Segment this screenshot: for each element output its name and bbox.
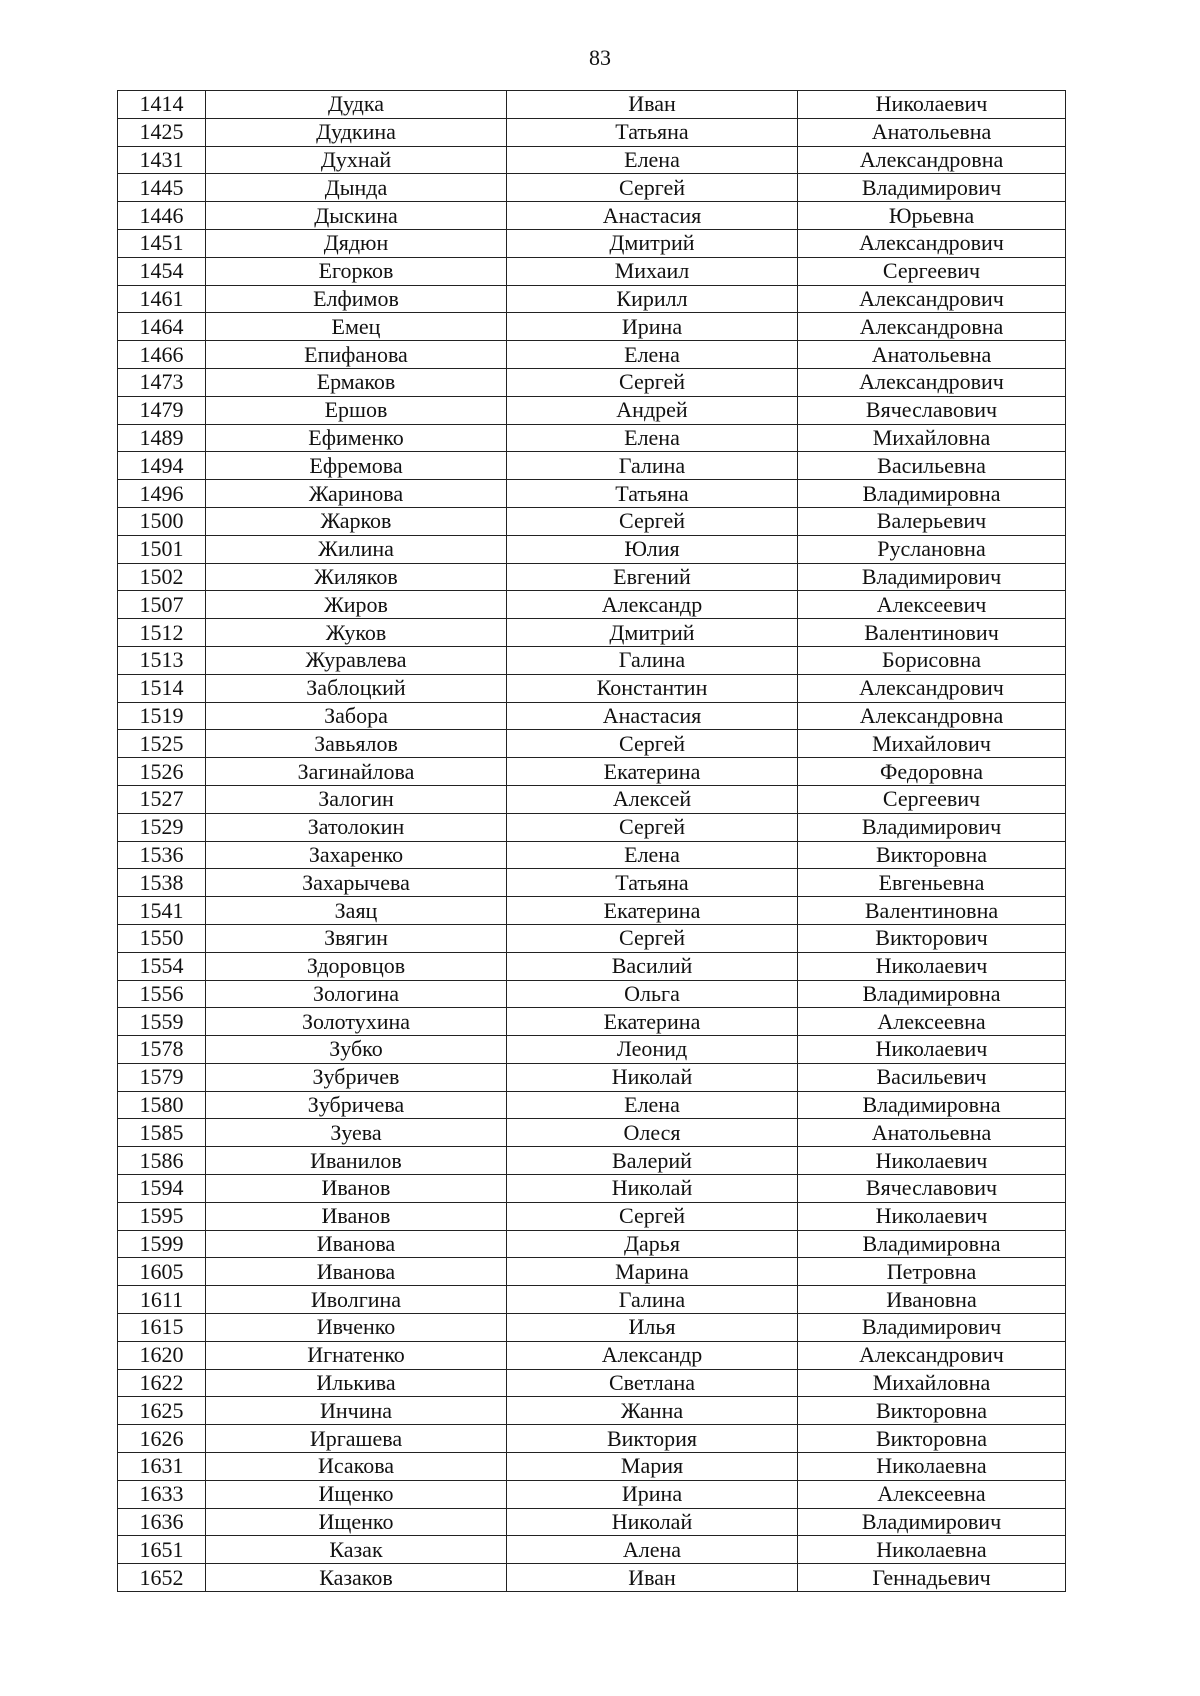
cell-patronymic: Николаевич xyxy=(798,1147,1066,1175)
cell-patronymic: Валентинович xyxy=(798,619,1066,647)
table-row xyxy=(118,1508,1066,1536)
cell-number: 1631 xyxy=(118,1453,206,1481)
cell-number: 1559 xyxy=(118,1008,206,1036)
cell-first-name: Леонид xyxy=(507,1036,798,1064)
cell-first-name: Николай xyxy=(507,1508,798,1536)
cell-patronymic: Геннадьевич xyxy=(798,1564,1066,1592)
cell-surname: Дудкина xyxy=(206,118,507,146)
table-row xyxy=(118,424,1066,452)
cell-patronymic: Анатольевна xyxy=(798,1119,1066,1147)
cell-patronymic: Руслановна xyxy=(798,535,1066,563)
table-row xyxy=(118,980,1066,1008)
cell-number: 1500 xyxy=(118,507,206,535)
cell-number: 1414 xyxy=(118,91,206,119)
cell-number: 1599 xyxy=(118,1230,206,1258)
cell-patronymic: Сергеевич xyxy=(798,785,1066,813)
cell-patronymic: Валерьевич xyxy=(798,507,1066,535)
cell-number: 1507 xyxy=(118,591,206,619)
cell-number: 1529 xyxy=(118,813,206,841)
roster-body xyxy=(118,91,1066,1592)
cell-number: 1461 xyxy=(118,285,206,313)
table-row xyxy=(118,1314,1066,1342)
cell-number: 1513 xyxy=(118,646,206,674)
cell-patronymic: Александрович xyxy=(798,368,1066,396)
table-row xyxy=(118,146,1066,174)
cell-first-name: Екатерина xyxy=(507,897,798,925)
table-row xyxy=(118,1397,1066,1425)
table-row xyxy=(118,758,1066,786)
table-row xyxy=(118,1286,1066,1314)
cell-patronymic: Анатольевна xyxy=(798,341,1066,369)
cell-patronymic: Николаевна xyxy=(798,1453,1066,1481)
cell-first-name: Иван xyxy=(507,91,798,119)
cell-first-name: Иван xyxy=(507,1564,798,1592)
cell-surname: Ермаков xyxy=(206,368,507,396)
cell-patronymic: Владимировна xyxy=(798,1230,1066,1258)
cell-patronymic: Алексеевна xyxy=(798,1008,1066,1036)
cell-surname: Ефремова xyxy=(206,452,507,480)
cell-surname: Епифанова xyxy=(206,341,507,369)
cell-first-name: Галина xyxy=(507,646,798,674)
cell-surname: Жарков xyxy=(206,507,507,535)
cell-patronymic: Вячеславович xyxy=(798,1175,1066,1203)
cell-first-name: Алена xyxy=(507,1536,798,1564)
cell-surname: Жаринова xyxy=(206,480,507,508)
cell-first-name: Дмитрий xyxy=(507,229,798,257)
cell-surname: Егорков xyxy=(206,257,507,285)
cell-surname: Емец xyxy=(206,313,507,341)
cell-number: 1550 xyxy=(118,924,206,952)
cell-number: 1526 xyxy=(118,758,206,786)
cell-number: 1611 xyxy=(118,1286,206,1314)
cell-first-name: Сергей xyxy=(507,174,798,202)
cell-surname: Казаков xyxy=(206,1564,507,1592)
cell-surname: Ершов xyxy=(206,396,507,424)
cell-surname: Золотухина xyxy=(206,1008,507,1036)
cell-surname: Завьялов xyxy=(206,730,507,758)
table-row xyxy=(118,1536,1066,1564)
cell-number: 1489 xyxy=(118,424,206,452)
cell-number: 1626 xyxy=(118,1425,206,1453)
cell-first-name: Андрей xyxy=(507,396,798,424)
cell-number: 1464 xyxy=(118,313,206,341)
cell-first-name: Олеся xyxy=(507,1119,798,1147)
cell-patronymic: Ивановна xyxy=(798,1286,1066,1314)
cell-surname: Заблоцкий xyxy=(206,674,507,702)
cell-first-name: Евгений xyxy=(507,563,798,591)
cell-surname: Иволгина xyxy=(206,1286,507,1314)
cell-surname: Ивченко xyxy=(206,1314,507,1342)
cell-first-name: Валерий xyxy=(507,1147,798,1175)
cell-first-name: Дарья xyxy=(507,1230,798,1258)
cell-number: 1479 xyxy=(118,396,206,424)
cell-number: 1541 xyxy=(118,897,206,925)
cell-number: 1651 xyxy=(118,1536,206,1564)
cell-first-name: Сергей xyxy=(507,730,798,758)
table-row xyxy=(118,118,1066,146)
table-row xyxy=(118,507,1066,535)
cell-number: 1579 xyxy=(118,1063,206,1091)
table-row xyxy=(118,1341,1066,1369)
cell-first-name: Галина xyxy=(507,1286,798,1314)
cell-patronymic: Борисовна xyxy=(798,646,1066,674)
cell-surname: Дыскина xyxy=(206,202,507,230)
cell-first-name: Сергей xyxy=(507,368,798,396)
table-row xyxy=(118,1369,1066,1397)
cell-surname: Жилина xyxy=(206,535,507,563)
table-row xyxy=(118,535,1066,563)
cell-patronymic: Алексеевич xyxy=(798,591,1066,619)
cell-first-name: Елена xyxy=(507,341,798,369)
cell-number: 1451 xyxy=(118,229,206,257)
table-row xyxy=(118,202,1066,230)
cell-first-name: Елена xyxy=(507,424,798,452)
cell-number: 1538 xyxy=(118,869,206,897)
cell-first-name: Ольга xyxy=(507,980,798,1008)
cell-first-name: Татьяна xyxy=(507,480,798,508)
table-row xyxy=(118,952,1066,980)
table-row xyxy=(118,785,1066,813)
table-row xyxy=(118,1425,1066,1453)
cell-number: 1466 xyxy=(118,341,206,369)
table-row xyxy=(118,257,1066,285)
cell-first-name: Александр xyxy=(507,591,798,619)
cell-surname: Духнай xyxy=(206,146,507,174)
cell-patronymic: Владимирович xyxy=(798,1314,1066,1342)
cell-surname: Заяц xyxy=(206,897,507,925)
table-row xyxy=(118,1480,1066,1508)
cell-number: 1501 xyxy=(118,535,206,563)
table-row xyxy=(118,897,1066,925)
cell-number: 1586 xyxy=(118,1147,206,1175)
cell-surname: Дудка xyxy=(206,91,507,119)
table-row xyxy=(118,841,1066,869)
cell-first-name: Екатерина xyxy=(507,758,798,786)
cell-number: 1615 xyxy=(118,1314,206,1342)
table-row xyxy=(118,1453,1066,1481)
cell-patronymic: Владимировна xyxy=(798,480,1066,508)
cell-surname: Илькива xyxy=(206,1369,507,1397)
cell-patronymic: Александрович xyxy=(798,674,1066,702)
table-row xyxy=(118,1119,1066,1147)
table-row xyxy=(118,1036,1066,1064)
table-row xyxy=(118,396,1066,424)
cell-surname: Игнатенко xyxy=(206,1341,507,1369)
cell-surname: Дында xyxy=(206,174,507,202)
cell-number: 1494 xyxy=(118,452,206,480)
cell-surname: Иванилов xyxy=(206,1147,507,1175)
cell-surname: Ищенко xyxy=(206,1480,507,1508)
cell-patronymic: Александрович xyxy=(798,285,1066,313)
cell-first-name: Мария xyxy=(507,1453,798,1481)
table-row xyxy=(118,91,1066,119)
cell-surname: Дядюн xyxy=(206,229,507,257)
table-row xyxy=(118,869,1066,897)
cell-surname: Зубричев xyxy=(206,1063,507,1091)
cell-first-name: Жанна xyxy=(507,1397,798,1425)
table-row xyxy=(118,674,1066,702)
table-row xyxy=(118,285,1066,313)
table-row xyxy=(118,1175,1066,1203)
cell-patronymic: Викторовна xyxy=(798,1425,1066,1453)
cell-number: 1636 xyxy=(118,1508,206,1536)
table-row xyxy=(118,174,1066,202)
table-row xyxy=(118,1202,1066,1230)
cell-number: 1554 xyxy=(118,952,206,980)
cell-surname: Зуева xyxy=(206,1119,507,1147)
table-row xyxy=(118,1258,1066,1286)
table-row xyxy=(118,480,1066,508)
cell-patronymic: Вячеславович xyxy=(798,396,1066,424)
cell-number: 1594 xyxy=(118,1175,206,1203)
cell-first-name: Елена xyxy=(507,1091,798,1119)
cell-first-name: Ирина xyxy=(507,313,798,341)
table-row xyxy=(118,1008,1066,1036)
table-row xyxy=(118,452,1066,480)
cell-number: 1625 xyxy=(118,1397,206,1425)
cell-number: 1580 xyxy=(118,1091,206,1119)
cell-first-name: Светлана xyxy=(507,1369,798,1397)
cell-number: 1595 xyxy=(118,1202,206,1230)
cell-number: 1512 xyxy=(118,619,206,647)
cell-first-name: Сергей xyxy=(507,1202,798,1230)
cell-surname: Забора xyxy=(206,702,507,730)
table-row xyxy=(118,646,1066,674)
cell-surname: Жиляков xyxy=(206,563,507,591)
cell-patronymic: Александровна xyxy=(798,146,1066,174)
cell-surname: Исакова xyxy=(206,1453,507,1481)
cell-surname: Жиров xyxy=(206,591,507,619)
cell-patronymic: Сергеевич xyxy=(798,257,1066,285)
table-row xyxy=(118,924,1066,952)
table-row xyxy=(118,368,1066,396)
cell-first-name: Елена xyxy=(507,146,798,174)
cell-first-name: Сергей xyxy=(507,813,798,841)
cell-number: 1585 xyxy=(118,1119,206,1147)
cell-patronymic: Владимирович xyxy=(798,1508,1066,1536)
cell-first-name: Дмитрий xyxy=(507,619,798,647)
cell-first-name: Ирина xyxy=(507,1480,798,1508)
table-row xyxy=(118,341,1066,369)
page-number: 83 xyxy=(589,45,611,70)
cell-surname: Иванова xyxy=(206,1258,507,1286)
cell-first-name: Екатерина xyxy=(507,1008,798,1036)
cell-patronymic: Юрьевна xyxy=(798,202,1066,230)
cell-first-name: Татьяна xyxy=(507,118,798,146)
table-row xyxy=(118,313,1066,341)
cell-number: 1445 xyxy=(118,174,206,202)
cell-surname: Зубричева xyxy=(206,1091,507,1119)
cell-patronymic: Михайловна xyxy=(798,424,1066,452)
cell-patronymic: Николаевич xyxy=(798,1036,1066,1064)
cell-number: 1502 xyxy=(118,563,206,591)
cell-patronymic: Александровна xyxy=(798,702,1066,730)
cell-surname: Иванов xyxy=(206,1175,507,1203)
cell-number: 1652 xyxy=(118,1564,206,1592)
cell-first-name: Галина xyxy=(507,452,798,480)
cell-surname: Инчина xyxy=(206,1397,507,1425)
cell-surname: Иванов xyxy=(206,1202,507,1230)
table-row xyxy=(118,730,1066,758)
cell-first-name: Николай xyxy=(507,1063,798,1091)
cell-first-name: Николай xyxy=(507,1175,798,1203)
cell-first-name: Марина xyxy=(507,1258,798,1286)
cell-number: 1431 xyxy=(118,146,206,174)
cell-number: 1473 xyxy=(118,368,206,396)
cell-patronymic: Александрович xyxy=(798,1341,1066,1369)
table-row xyxy=(118,229,1066,257)
cell-first-name: Василий xyxy=(507,952,798,980)
cell-number: 1578 xyxy=(118,1036,206,1064)
cell-patronymic: Владимирович xyxy=(798,813,1066,841)
cell-first-name: Татьяна xyxy=(507,869,798,897)
cell-patronymic: Александрович xyxy=(798,229,1066,257)
cell-patronymic: Николаевна xyxy=(798,1536,1066,1564)
table-row xyxy=(118,1230,1066,1258)
cell-number: 1536 xyxy=(118,841,206,869)
cell-patronymic: Федоровна xyxy=(798,758,1066,786)
cell-first-name: Анастасия xyxy=(507,702,798,730)
cell-surname: Здоровцов xyxy=(206,952,507,980)
cell-patronymic: Николаевич xyxy=(798,91,1066,119)
cell-first-name: Анастасия xyxy=(507,202,798,230)
cell-patronymic: Викторовна xyxy=(798,841,1066,869)
cell-first-name: Кирилл xyxy=(507,285,798,313)
cell-number: 1605 xyxy=(118,1258,206,1286)
cell-first-name: Алексей xyxy=(507,785,798,813)
cell-patronymic: Михайловна xyxy=(798,1369,1066,1397)
cell-surname: Звягин xyxy=(206,924,507,952)
cell-patronymic: Николаевич xyxy=(798,1202,1066,1230)
table-row xyxy=(118,563,1066,591)
cell-patronymic: Васильевич xyxy=(798,1063,1066,1091)
cell-patronymic: Валентиновна xyxy=(798,897,1066,925)
cell-number: 1446 xyxy=(118,202,206,230)
cell-patronymic: Васильевна xyxy=(798,452,1066,480)
cell-surname: Жуков xyxy=(206,619,507,647)
cell-first-name: Виктория xyxy=(507,1425,798,1453)
table-row xyxy=(118,619,1066,647)
cell-first-name: Елена xyxy=(507,841,798,869)
cell-first-name: Александр xyxy=(507,1341,798,1369)
cell-patronymic: Владимирович xyxy=(798,174,1066,202)
cell-first-name: Константин xyxy=(507,674,798,702)
table-row xyxy=(118,591,1066,619)
cell-patronymic: Анатольевна xyxy=(798,118,1066,146)
cell-number: 1556 xyxy=(118,980,206,1008)
cell-patronymic: Владимирович xyxy=(798,563,1066,591)
cell-patronymic: Александровна xyxy=(798,313,1066,341)
table-row xyxy=(118,1147,1066,1175)
cell-number: 1622 xyxy=(118,1369,206,1397)
cell-patronymic: Николаевич xyxy=(798,952,1066,980)
cell-first-name: Юлия xyxy=(507,535,798,563)
table-row xyxy=(118,813,1066,841)
cell-surname: Елфимов xyxy=(206,285,507,313)
cell-surname: Загинайлова xyxy=(206,758,507,786)
cell-surname: Ефименко xyxy=(206,424,507,452)
cell-patronymic: Алексеевна xyxy=(798,1480,1066,1508)
cell-number: 1633 xyxy=(118,1480,206,1508)
cell-surname: Журавлева xyxy=(206,646,507,674)
cell-surname: Захарычева xyxy=(206,869,507,897)
cell-patronymic: Владимировна xyxy=(798,980,1066,1008)
table-row xyxy=(118,1091,1066,1119)
cell-number: 1496 xyxy=(118,480,206,508)
table-row xyxy=(118,1564,1066,1592)
cell-first-name: Илья xyxy=(507,1314,798,1342)
cell-surname: Зубко xyxy=(206,1036,507,1064)
table-row xyxy=(118,1063,1066,1091)
cell-number: 1620 xyxy=(118,1341,206,1369)
cell-first-name: Михаил xyxy=(507,257,798,285)
cell-surname: Захаренко xyxy=(206,841,507,869)
cell-number: 1454 xyxy=(118,257,206,285)
cell-patronymic: Евгеньевна xyxy=(798,869,1066,897)
cell-first-name: Сергей xyxy=(507,507,798,535)
roster-table xyxy=(117,90,1066,1592)
cell-patronymic: Викторович xyxy=(798,924,1066,952)
cell-patronymic: Михайлович xyxy=(798,730,1066,758)
cell-surname: Иргашева xyxy=(206,1425,507,1453)
cell-patronymic: Петровна xyxy=(798,1258,1066,1286)
cell-number: 1425 xyxy=(118,118,206,146)
cell-surname: Ищенко xyxy=(206,1508,507,1536)
cell-number: 1519 xyxy=(118,702,206,730)
cell-number: 1527 xyxy=(118,785,206,813)
table-row xyxy=(118,702,1066,730)
cell-surname: Иванова xyxy=(206,1230,507,1258)
cell-patronymic: Владимировна xyxy=(798,1091,1066,1119)
cell-patronymic: Викторовна xyxy=(798,1397,1066,1425)
cell-number: 1514 xyxy=(118,674,206,702)
cell-number: 1525 xyxy=(118,730,206,758)
cell-surname: Затолокин xyxy=(206,813,507,841)
cell-surname: Зологина xyxy=(206,980,507,1008)
cell-first-name: Сергей xyxy=(507,924,798,952)
cell-surname: Залогин xyxy=(206,785,507,813)
cell-surname: Казак xyxy=(206,1536,507,1564)
